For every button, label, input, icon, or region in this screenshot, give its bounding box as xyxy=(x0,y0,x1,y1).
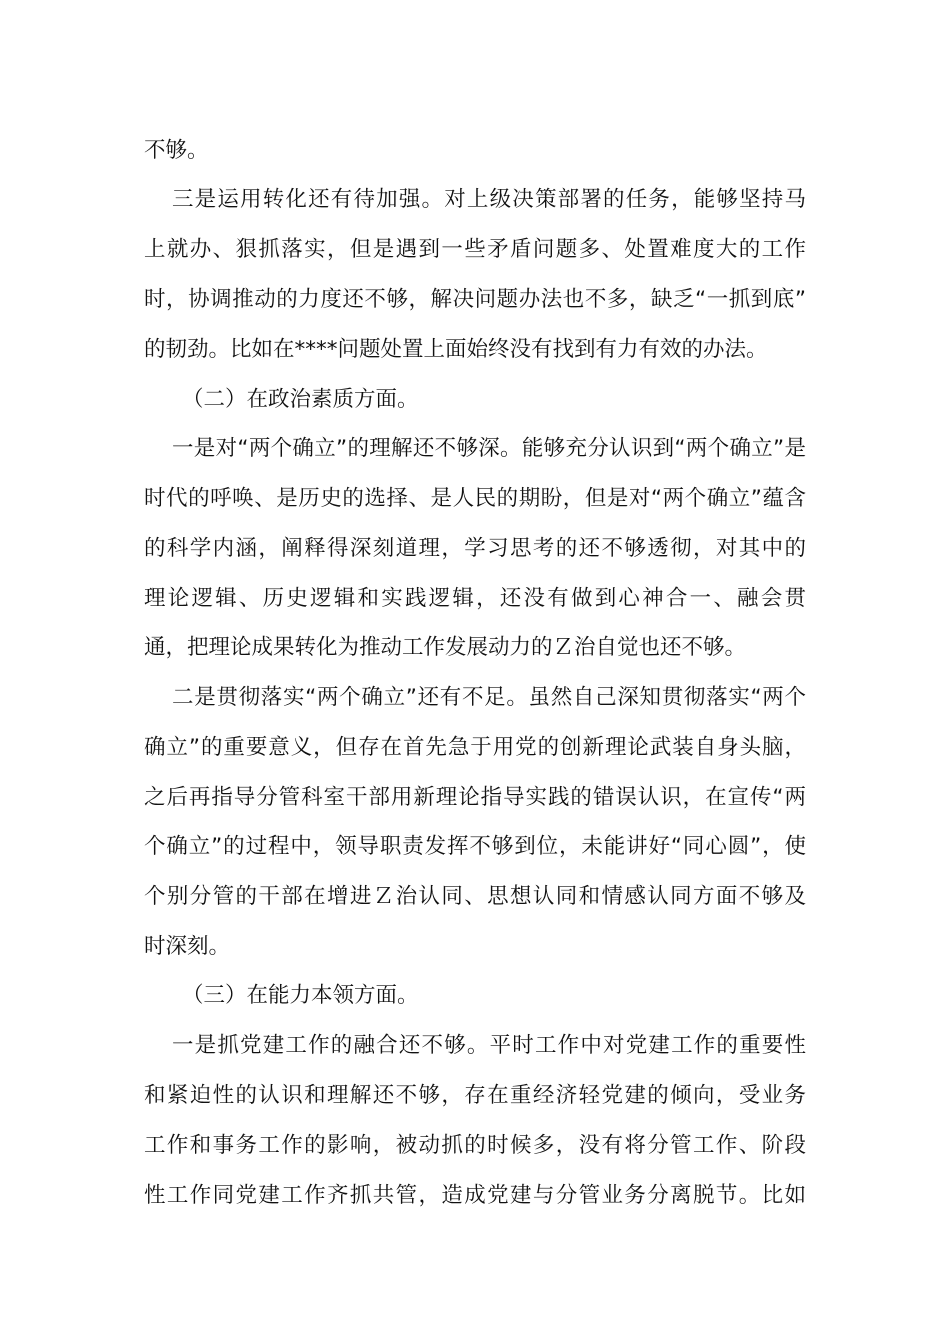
text-line: 性工作同党建工作齐抓共管，造成党建与分管业务分离脱节。比如 xyxy=(144,1183,806,1208)
text-line: 理论逻辑、历史逻辑和实践逻辑，还没有做到心神合一、融会贯 xyxy=(144,586,806,611)
paragraph-first-line: 二是贯彻落实“两个确立”还有不足。虽然自己深知贯彻落实“两个 xyxy=(172,685,806,710)
text-line: 之后再指导分管科室干部用新理论指导实践的错误认识，在宣传“两 xyxy=(144,785,806,810)
text-line: 个确立”的过程中，领导职责发挥不够到位，未能讲好“同心圆”，使 xyxy=(144,834,806,859)
text-line: 个别分管的干部在增进Ｚ治认同、思想认同和情感认同方面不够及 xyxy=(144,884,806,909)
text-line: 通，把理论成果转化为推动工作发展动力的Ｚ治自觉也还不够。 xyxy=(144,635,747,660)
paragraph-first-line: 一是对“两个确立”的理解还不够深。能够充分认识到“两个确立”是 xyxy=(172,436,806,461)
text-line: 上就办、狠抓落实，但是遇到一些矛盾问题多、处置难度大的工作 xyxy=(144,237,806,262)
text-line: 时深刻。 xyxy=(144,934,231,959)
text-line: 确立”的重要意义，但存在首先急于用党的创新理论武装自身头脑， xyxy=(144,735,806,760)
paragraph-first-line: 三是运用转化还有待加强。对上级决策部署的任务，能够坚持马 xyxy=(172,187,806,212)
text-line: 的韧劲。比如在****问题处置上面始终没有找到有力有效的办法。 xyxy=(144,337,768,362)
text-line: 时，协调推动的力度还不够，解决问题办法也不多，缺乏“一抓到底” xyxy=(144,287,806,312)
text-line: 工作和事务工作的影响，被动抓的时候多，没有将分管工作、阶段 xyxy=(144,1133,806,1158)
section-heading: （三）在能力本领方面。 xyxy=(182,983,419,1008)
text-line: 时代的呼唤、是历史的选择、是人民的期盼，但是对“两个确立”蕴含 xyxy=(144,486,806,511)
text-line: 和紧迫性的认识和理解还不够，存在重经济轻党建的倾向，受业务 xyxy=(144,1083,806,1108)
section-heading: （二）在政治素质方面。 xyxy=(182,387,419,412)
text-line: 不够。 xyxy=(144,138,209,163)
paragraph-first-line: 一是抓党建工作的融合还不够。平时工作中对党建工作的重要性 xyxy=(172,1033,806,1058)
text-line: 的科学内涵，阐释得深刻道理，学习思考的还不够透彻，对其中的 xyxy=(144,536,806,561)
